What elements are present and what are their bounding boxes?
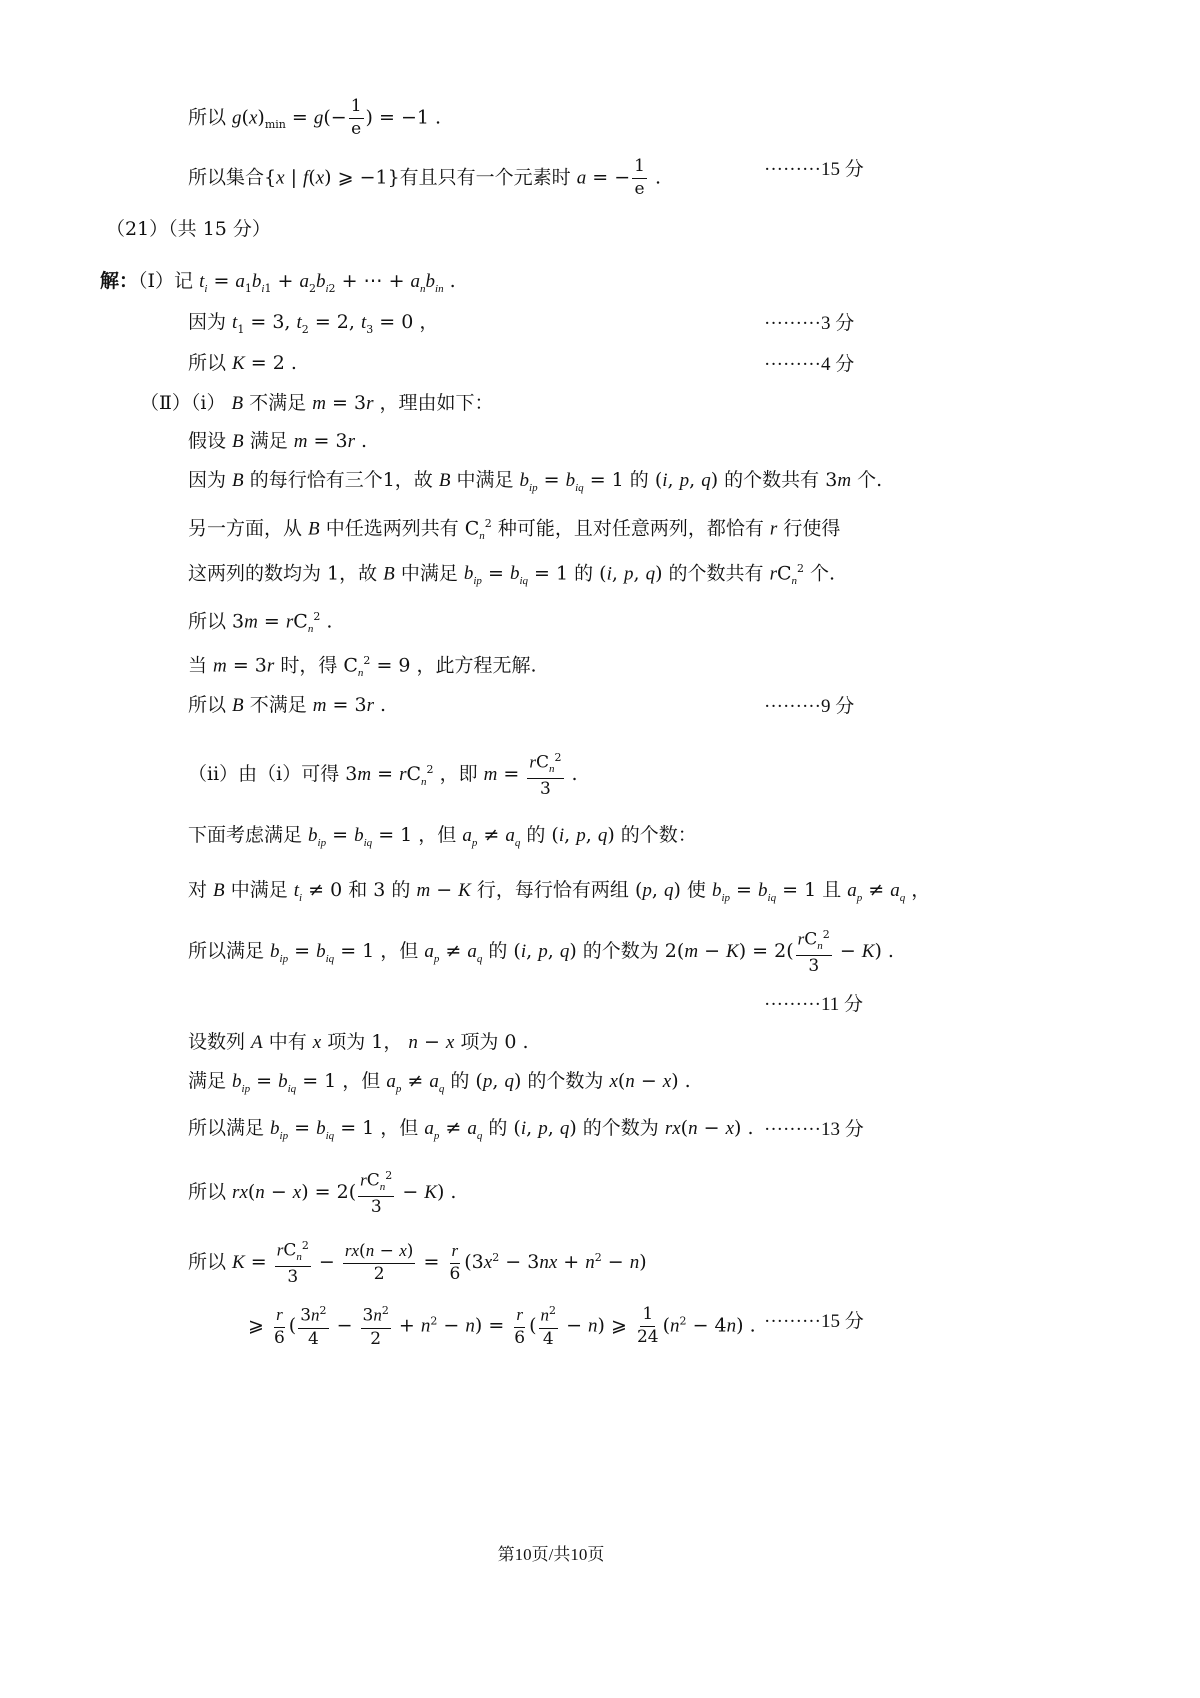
line-count-pq: 满足 $b_{ip} = b_{iq} = 1$ ，但 $a_p \ne a_q$ 的 (p, q) 的个数为 x(n − x) . [188, 1070, 691, 1095]
line-set-condition: 所以集合{x | f(x) ⩾ −1}有且只有一个元素时 a = − $\frac{1}{e}$ . [188, 156, 662, 199]
line-k-expression: 所以 K = $\frac{rC_n^2}{3}$ − $\frac{rx(n - x)}{2}$ = $\frac{r}{6}$ $(3x^2 - 3nx + n^2 - n)$ [188, 1239, 647, 1287]
line-part2-i: （Ⅱ）（ⅰ） B 不满足 m = 3r ，理由如下： [140, 392, 494, 414]
line-k-value: 所以 K = 2 . [188, 352, 297, 374]
line-3m-eq: 所以 $3m = rC_n^2$ . [188, 610, 333, 636]
line-equation-rx: 所以 rx(n − x) = 2( $\frac{rC_n^2}{3}$ − K) . [188, 1169, 457, 1217]
score-marker: ·········9 分 [764, 696, 855, 717]
line-count-2mk: 所以满足 $b_{ip} = b_{iq} = 1$ ，但 $a_p \ne a_q$ 的 (i, p, q) 的个数为 2(m − K) = 2( $\frac{rC_n^2}{3}$ − K) . [188, 928, 894, 976]
score-marker: ·········3 分 [764, 313, 855, 334]
problem-heading: （21）（共 15 分） [106, 218, 271, 240]
line-k-bound: ⩾ $\frac{r}{6}$ ( $\frac{3n^2}{4}$ − $\frac{3n^2}{2}$ + $n^2 - n$) = $\frac{r}{6}$ ( $\frac{n^2}{4}$ − n) ⩾ $\frac{1}{24}$ $(n^2 - 4n)$ . [248, 1304, 756, 1349]
line-choose-columns: 另一方面，从 B 中任选两列共有 $C_n^2$ 种可能，且对任意两列，都恰有 r 行使得 [188, 517, 841, 543]
line-count-3m: 因为 B 的每行恰有三个1，故 B 中满足 $b_{ip} = b_{iq} = 1$ 的 (i, p, q) 的个数共有 3m 个. [188, 469, 883, 494]
score-marker: ·········11 分 [764, 994, 863, 1015]
score-marker: ·········15 分 [764, 159, 864, 180]
line-part2-ii: （ⅱ）由（ⅰ）可得 $3m = rC_n^2$ ，即 m = $\frac{rC_n^2}{3}$ . [188, 751, 578, 799]
line-no-solution: 当 m = 3r 时，得 $C_n^2 = 9$ ，此方程无解. [188, 654, 537, 680]
line-sequence-a: 设数列 A 中有 x 项为 1， n − x 项为 0 . [188, 1031, 529, 1053]
line-count-rcn2: 这两列的数均为 1，故 B 中满足 $b_{ip} = b_{iq} = 1$ 的 (i, p, q) 的个数共有 $rC_n^2$ 个. [188, 562, 836, 588]
score-marker: ·········4 分 [764, 354, 855, 375]
line-consider: 下面考虑满足 $b_{ip} = b_{iq} = 1$ ，但 $a_p \ne a_q$ 的 (i, p, q) 的个数： [188, 824, 697, 849]
line-assume: 假设 B 满足 m = 3r . [188, 430, 368, 452]
page-footer: 第10页/共10页 [497, 1545, 605, 1564]
score-marker: ·········13 分 [764, 1119, 864, 1140]
line-conclusion-i: 所以 B 不满足 m = 3r . [188, 694, 387, 716]
line-m-minus-k: 对 B 中满足 $t_i \ne 0$ 和 3 的 m − K 行，每行恰有两组 (p, q) 使 $b_{ip} = b_{iq} = 1$ 且 $a_p \ne a_q$ ， [188, 879, 931, 904]
line-define-t: 解：（Ⅰ）记 $t_i = a_1b_{i1} + a_2b_{i2}$ + ⋯ + $a_nb_{in}$ . [100, 270, 456, 295]
score-marker: ·········15 分 [764, 1311, 864, 1332]
line-count-rx: 所以满足 $b_{ip} = b_{iq} = 1$ ，但 $a_p \ne a_q$ 的 (i, p, q) 的个数为 rx(n − x) . [188, 1117, 754, 1142]
line-gmin: 所以 $g(x)_{min} = g(-$ $\frac{1}{e}$ ) = −1 . [188, 96, 442, 139]
line-t-values: 因为 $t_1 = 3$, $t_2 = 2$, $t_3 = 0$ ， [188, 311, 439, 336]
